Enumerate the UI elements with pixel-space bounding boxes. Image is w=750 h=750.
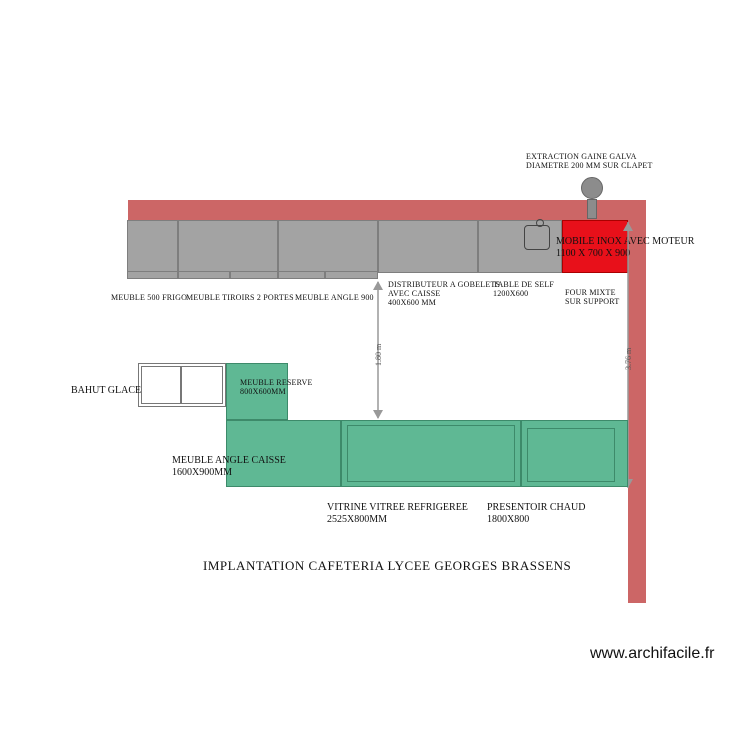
presentoir-inner [527,428,615,482]
presentoir-label: PRESENTOIR CHAUD 1800X800 [487,502,586,525]
meuble-caisse-label: MEUBLE ANGLE CAISSE 1600X900MM [172,455,286,478]
meuble-reserve-label: MEUBLE RESERVE 800X600MM [240,378,313,396]
meuble-tiroirs-label: MEUBLE TIROIRS 2 PORTES [186,293,294,302]
meuble-frigo-label: MEUBLE 500 FRIGO [111,293,188,302]
mobile-cuisson-label: MOBILE INOX AVEC MOTEUR 1100 X 700 X 900 [556,236,695,259]
table-self-label: TABLE DE SELF 1200X600 [493,280,555,298]
vitrine-label: VITRINE VITREE REFRIGEREE 2525X800MM [327,502,468,525]
dimension-label-2: 3.76 m [624,347,633,370]
extraction-label: EXTRACTION GAINE GALVA DIAMETRE 200 MM SUR CLAPET [526,152,653,170]
meuble-angle-label: MEUBLE ANGLE 900 [295,293,374,302]
dimension-label-1: 1.80 m [374,343,383,366]
vitrine-inner [347,425,515,482]
distributeur-label: DISTRIBUTEUR A GOBELETS AVEC CAISSE 400X600 MM [388,280,501,307]
bahut-compartment [141,366,181,404]
brand-watermark: www.archifacile.fr [590,645,715,662]
bahut-glace-label: BAHUT GLACE [71,385,142,396]
four-mixte-label: FOUR MIXTE SUR SUPPORT [565,288,620,306]
bahut-compartment [181,366,223,404]
page-title: IMPLANTATION CAFETERIA LYCEE GEORGES BRASSENS [203,558,572,573]
